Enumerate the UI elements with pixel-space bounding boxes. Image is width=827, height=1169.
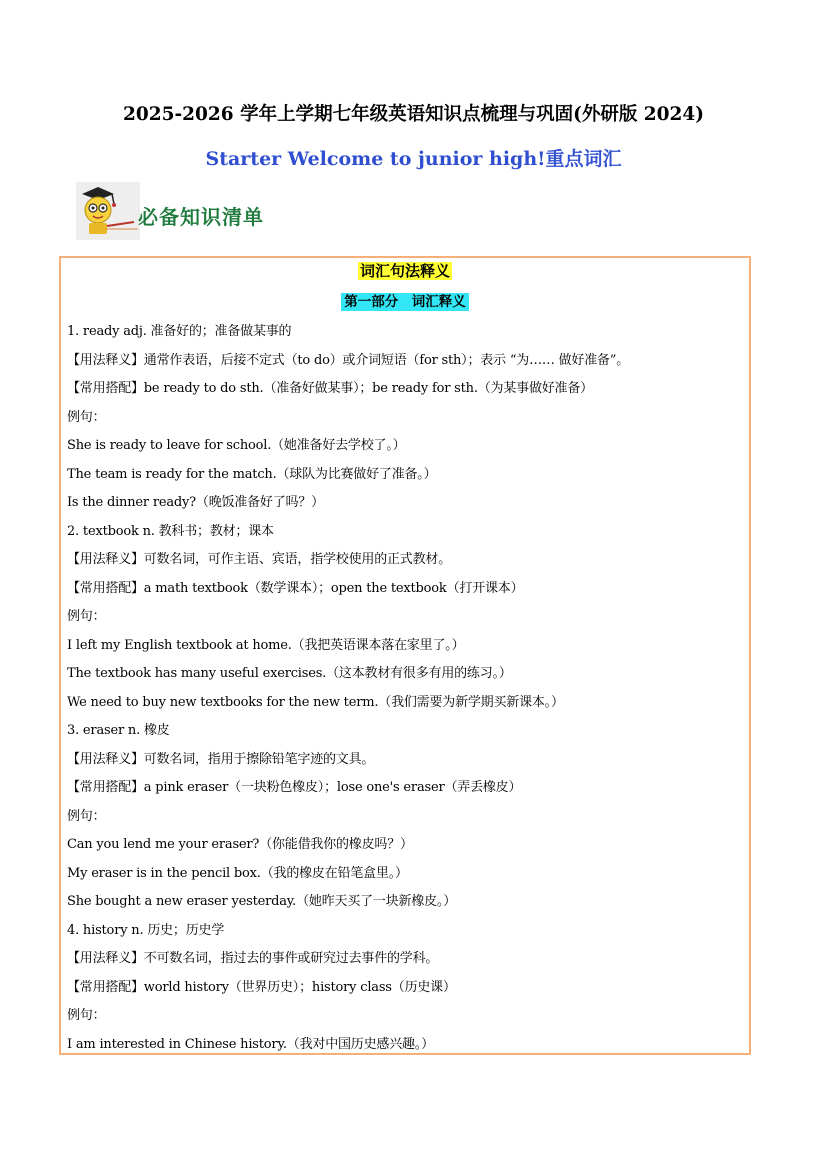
content-line: 3. eraser n. 橡皮 xyxy=(67,723,170,738)
graduate-mascot-icon xyxy=(76,182,140,240)
content-line: 【用法释义】不可数名词，指过去的事件或研究过去事件的学科。 xyxy=(67,951,439,966)
section-heading: 必备知识清单 xyxy=(138,205,264,229)
content-line: 【常用搭配】world history（世界历史）；history class（历史课） xyxy=(67,979,456,995)
document-subtitle: Starter Welcome to junior high!重点词汇 xyxy=(205,148,622,170)
content-line: 4. history n. 历史；历史学 xyxy=(67,922,225,938)
content-line: She bought a new eraser yesterday.（她昨天买了一块新橡皮。） xyxy=(67,894,457,909)
vocabulary-box xyxy=(59,256,751,1055)
part-title: 第一部分 词汇释义 xyxy=(61,290,749,310)
box-title: 词汇句法释义 xyxy=(359,262,450,280)
document-title: 2025-2026 学年上学期七年级英语知识点梳理与巩固(外研版 2024) xyxy=(122,104,705,125)
content-line: I am interested in Chinese history.（我对中国历史感兴趣。） xyxy=(67,1036,434,1052)
section-header xyxy=(76,182,336,242)
content-line: She is ready to leave for school.（她准备好去学校了。） xyxy=(67,438,406,453)
content-line: We need to buy new textbooks for the new term.（我们需要为新学期买新课本。） xyxy=(67,694,564,710)
content-line: 【用法释义】可数名词，指用于擦除铅笔字迹的文具。 xyxy=(67,751,375,767)
content-line: 【用法释义】通常作表语，后接不定式（to do）或介词短语（for sth）；表示 “为…… 做好准备”。 xyxy=(67,352,630,368)
content-line: 例句： xyxy=(67,1008,106,1023)
content-line: 【常用搭配】a pink eraser（一块粉色橡皮）；lose one's eraser（弄丢橡皮） xyxy=(67,780,522,795)
content-line: 例句： xyxy=(67,609,106,624)
content-line: The team is ready for the match.（球队为比赛做好了准备。） xyxy=(67,466,437,482)
content-line: I left my English textbook at home.（我把英语课本落在家里了。） xyxy=(67,637,465,653)
content-line: Is the dinner ready?（晚饭准备好了吗？） xyxy=(67,495,324,510)
content-line: 1. ready adj. 准备好的；准备做某事的 xyxy=(67,324,292,339)
content-lines xyxy=(67,318,747,1059)
content-line: 【常用搭配】a math textbook（数学课本）；open the textbook（打开课本） xyxy=(67,580,524,596)
content-line: My eraser is in the pencil box.（我的橡皮在铅笔盒里。） xyxy=(67,865,408,881)
content-line: 【常用搭配】be ready to do sth.（准备好做某事）；be ready for sth.（为某事做好准备） xyxy=(67,381,593,396)
content-line: 例句： xyxy=(67,808,106,824)
content-line: 2. textbook n. 教科书；教材；课本 xyxy=(67,523,274,539)
content-line: 【用法释义】可数名词，可作主语、宾语，指学校使用的正式教材。 xyxy=(67,552,452,567)
content-line: Can you lend me your eraser?（你能借我你的橡皮吗？） xyxy=(67,837,413,852)
content-line: 例句： xyxy=(67,409,106,425)
content-line: The textbook has many useful exercises.（这本教材有很多有用的练习。） xyxy=(67,666,512,681)
